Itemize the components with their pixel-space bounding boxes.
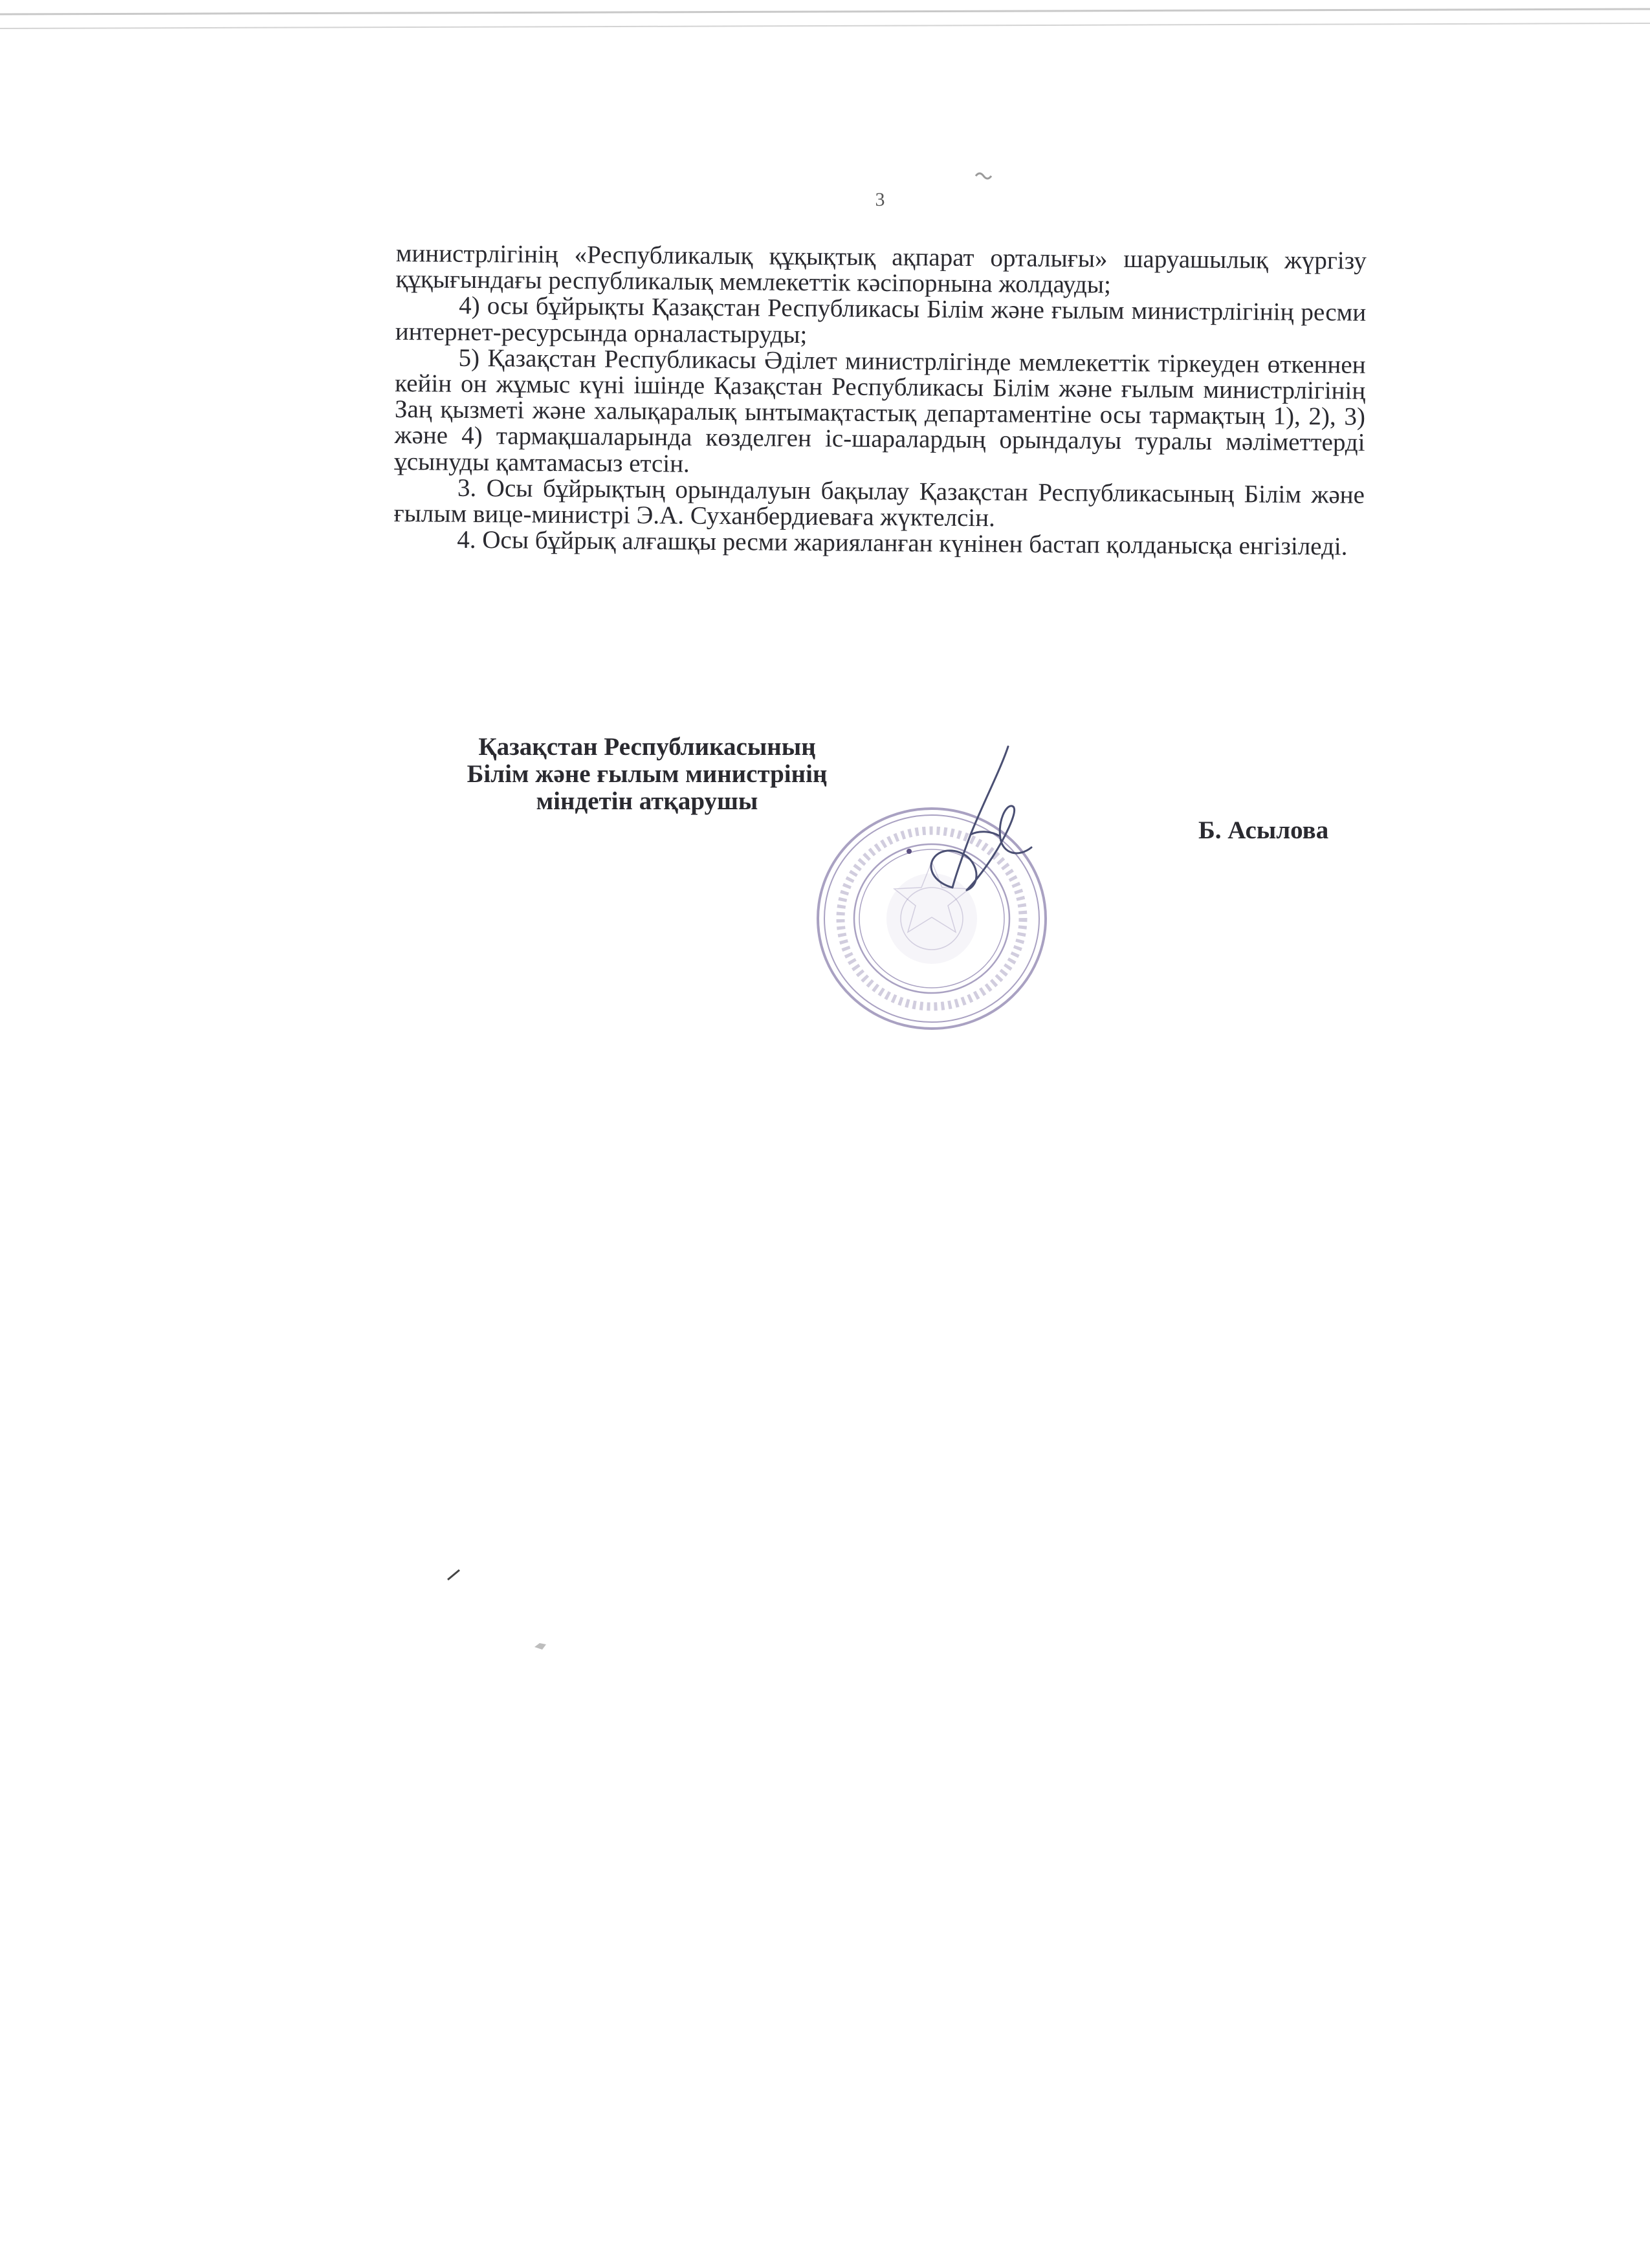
signatory-title-line: міндетін атқарушы: [536, 787, 758, 815]
scan-mark: [974, 169, 993, 182]
paragraph: 3. Осы бұйрықтың орындалуын бақылау Қазақстан Республикасының Білім және ғылым вице-министрі Э.А. Суханбердиеваға жүктелсін.: [393, 474, 1365, 532]
page-number: 3: [875, 189, 885, 210]
paragraph: 5) Қазақстан Республикасы Әділет министрлігінде мемлекеттік тіркеуден өткеннен кейін он жұмыс күні ішінде Қазақстан Республикасы Білім және ғылым министрлігінің Заң қызметі және халықаралық ынтымақтастық департаментіне осы тармақтың 1), 2), 3) және 4) тармақшаларында көзделген іс-шаралардың орындалуы туралы мәліметтерді ұсынуды қамтамасыз етсін.: [394, 343, 1366, 478]
signatory-title: [414, 734, 880, 815]
scan-mark: [533, 1641, 549, 1651]
paragraph: 4) осы бұйрықты Қазақстан Республикасы Білім және ғылым министрлігінің ресми интернет-ресурсында орналастыруды;: [395, 292, 1367, 349]
document-body: [393, 241, 1367, 560]
paragraph: 4. Осы бұйрық алғашқы ресми жарияланған күнінен бастап қолданысқа енгізіледі.: [457, 525, 1348, 561]
signatory-title-line: Білім және ғылым министрінің: [467, 760, 828, 788]
signatory-name: Б. Асылова: [1198, 816, 1329, 844]
signatory-title-line: Қазақстан Республикасының: [478, 733, 816, 761]
scan-edge: [0, 0, 1650, 36]
signature-icon: [874, 744, 1068, 964]
scan-mark: [446, 1568, 462, 1581]
paragraph: министрлігінің «Республикалық құқықтық ақпарат орталығы» шаруашылық жүргізу құқығындағы республикалық мемлекеттік кәсіпорнына жолдауды;: [395, 239, 1367, 299]
